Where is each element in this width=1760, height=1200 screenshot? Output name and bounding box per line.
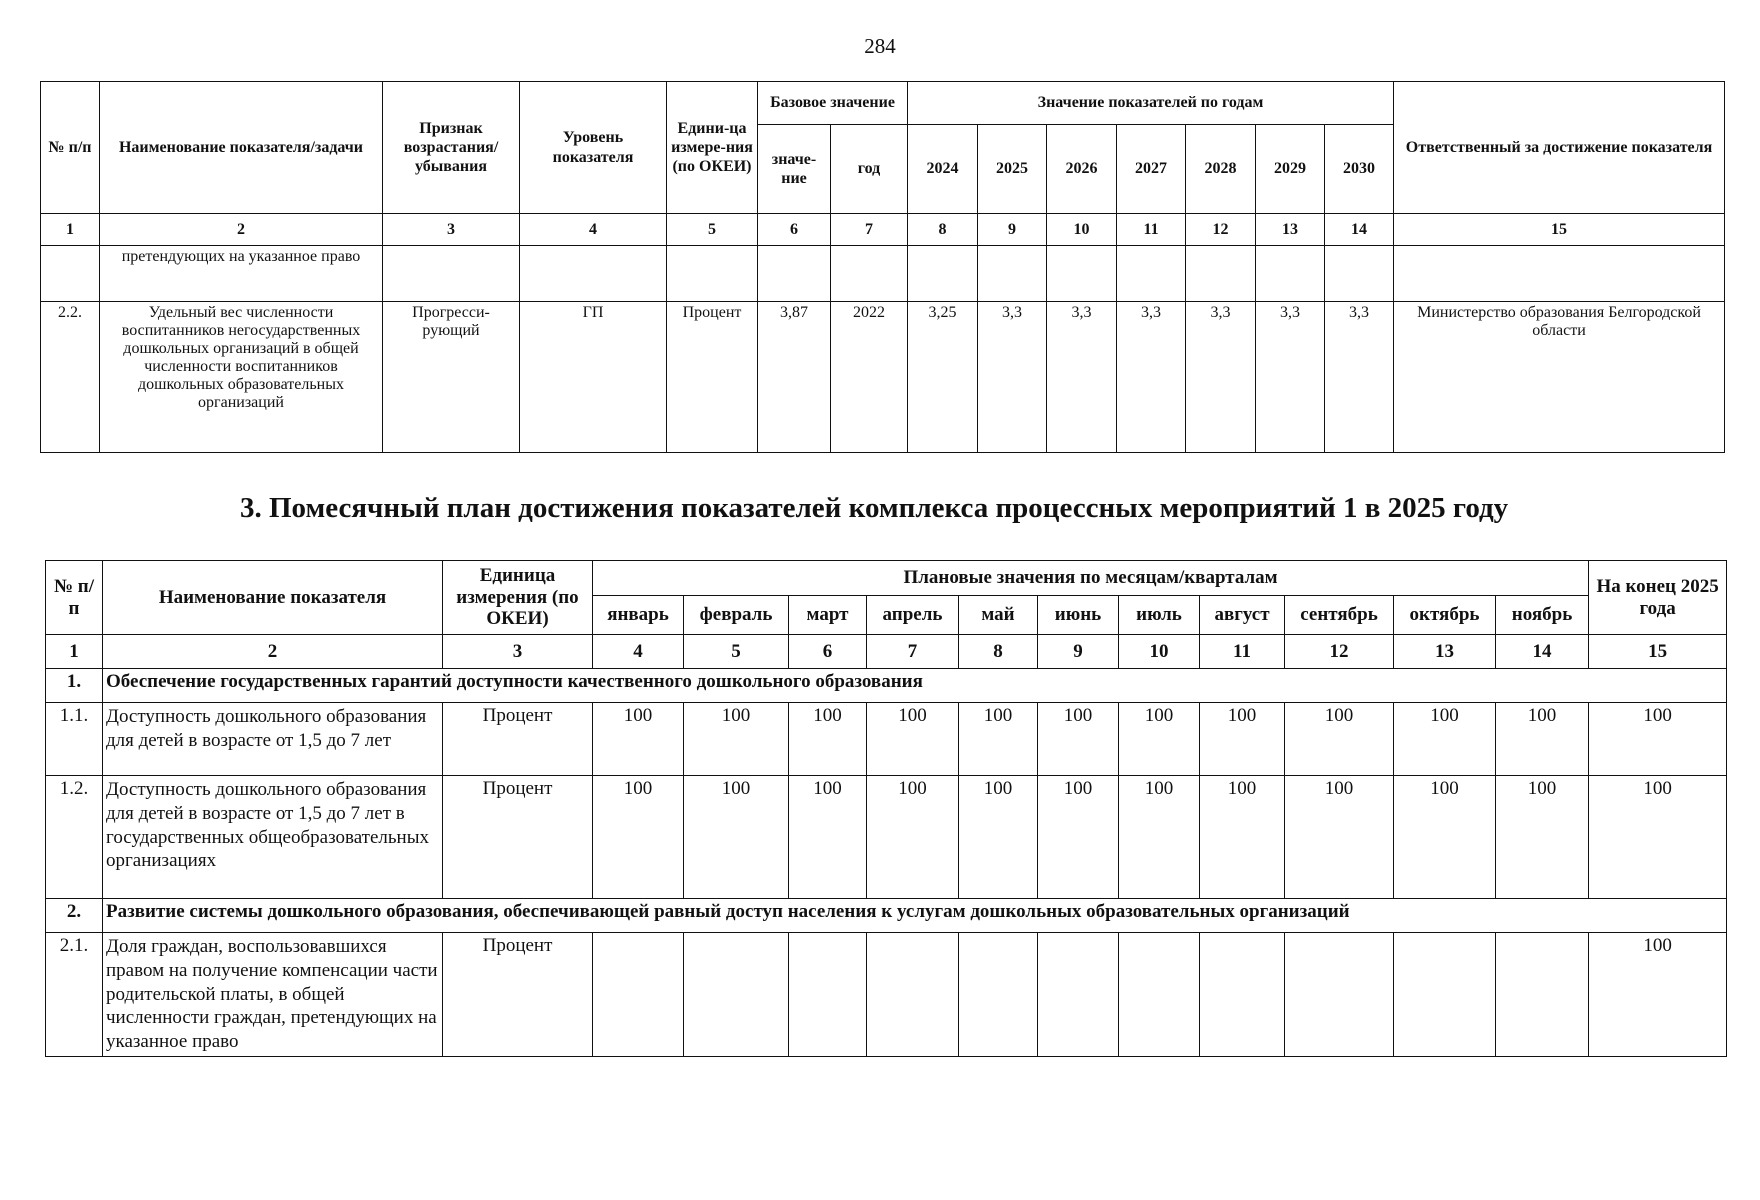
t1-row-value <box>908 246 978 302</box>
t1-row-num: 2.2. <box>41 302 100 453</box>
t1-header-unit: Едини-ца измере-ния (по ОКЕИ) <box>667 82 758 214</box>
t1-row-unit: Процент <box>667 302 758 453</box>
t2-col-number: 4 <box>593 635 684 669</box>
t2-header-num: № п/п <box>46 561 103 635</box>
t2-row-month-value <box>1038 933 1119 1057</box>
t1-row-base-value: 3,87 <box>758 302 831 453</box>
t1-header-year: 2026 <box>1047 125 1117 214</box>
t2-header-month: сентябрь <box>1285 596 1394 635</box>
t1-col-number: 1 <box>41 214 100 246</box>
t1-row-responsible: Министерство образования Белгородской области <box>1394 302 1725 453</box>
t2-row-month-value: 100 <box>959 776 1038 899</box>
t2-header-month: июль <box>1119 596 1200 635</box>
t1-row-value <box>978 246 1047 302</box>
t2-row-end-value: 100 <box>1589 703 1727 776</box>
t2-col-number: 13 <box>1394 635 1496 669</box>
t2-row-unit: Процент <box>443 703 593 776</box>
t2-row-month-value: 100 <box>593 703 684 776</box>
t2-col-number: 12 <box>1285 635 1394 669</box>
t2-row-month-value: 100 <box>789 703 867 776</box>
t2-row-month-value <box>789 933 867 1057</box>
t1-header-base: Базовое значение <box>758 82 908 125</box>
t1-header-year: 2030 <box>1325 125 1394 214</box>
t2-col-number: 2 <box>103 635 443 669</box>
section-row <box>46 899 1727 933</box>
t2-row-unit: Процент <box>443 776 593 899</box>
t1-row-value <box>1117 246 1186 302</box>
t2-row-month-value: 100 <box>1119 703 1200 776</box>
t2-row-month-value <box>959 933 1038 1057</box>
t1-row-value: 3,25 <box>908 302 978 453</box>
t2-row-month-value: 100 <box>1200 776 1285 899</box>
t2-row-month-value: 100 <box>684 703 789 776</box>
t2-col-number: 8 <box>959 635 1038 669</box>
t2-header-month: апрель <box>867 596 959 635</box>
t1-col-number: 4 <box>520 214 667 246</box>
t2-row-month-value: 100 <box>867 776 959 899</box>
t2-row-num: 1.1. <box>46 703 103 776</box>
t1-header-year: 2024 <box>908 125 978 214</box>
t1-row-name: претендующих на указанное право <box>100 246 383 302</box>
t2-row-month-value <box>1285 933 1394 1057</box>
t2-col-number: 7 <box>867 635 959 669</box>
t1-row-responsible <box>1394 246 1725 302</box>
t2-row-month-value: 100 <box>959 703 1038 776</box>
t1-col-number: 6 <box>758 214 831 246</box>
t2-row-name: Доля граждан, воспользовавшихся правом на получение компенсации части родительской платы, в общей численности граждан, претендующих на указанное право <box>103 933 443 1057</box>
t2-header-month: январь <box>593 596 684 635</box>
table-row <box>46 933 1727 1057</box>
t2-section-title: Обеспечение государственных гарантий доступности качественного дошкольного образования <box>103 669 1727 703</box>
t2-row-num: 1.2. <box>46 776 103 899</box>
t2-row-month-value: 100 <box>1200 703 1285 776</box>
t1-col-number: 10 <box>1047 214 1117 246</box>
t1-header-num: № п/п <box>41 82 100 214</box>
t2-col-number: 5 <box>684 635 789 669</box>
t2-row-month-value <box>684 933 789 1057</box>
t1-col-number: 2 <box>100 214 383 246</box>
t1-header-values-by-year: Значение показателей по годам <box>908 82 1394 125</box>
t1-row-base-year <box>831 246 908 302</box>
t2-col-number: 3 <box>443 635 593 669</box>
t2-row-month-value <box>1496 933 1589 1057</box>
t2-row-end-value: 100 <box>1589 933 1727 1057</box>
t2-row-month-value: 100 <box>1496 776 1589 899</box>
t2-row-month-value: 100 <box>1285 776 1394 899</box>
t1-header-base-value: значе-ние <box>758 125 831 214</box>
t1-header-year: 2029 <box>1256 125 1325 214</box>
t2-row-month-value: 100 <box>593 776 684 899</box>
t2-col-number: 11 <box>1200 635 1285 669</box>
t1-row-value <box>1186 246 1256 302</box>
t2-row-month-value <box>867 933 959 1057</box>
t2-header-month: июнь <box>1038 596 1119 635</box>
t2-row-month-value: 100 <box>1394 703 1496 776</box>
t2-header-month: октябрь <box>1394 596 1496 635</box>
t2-header-planned: Плановые значения по месяцам/кварталам <box>593 561 1589 596</box>
t2-row-month-value <box>593 933 684 1057</box>
t2-row-month-value: 100 <box>1119 776 1200 899</box>
t2-row-month-value: 100 <box>1285 703 1394 776</box>
table-row <box>46 703 1727 776</box>
t1-col-number: 15 <box>1394 214 1725 246</box>
t1-col-number: 9 <box>978 214 1047 246</box>
t1-col-number: 7 <box>831 214 908 246</box>
t2-section-num: 1. <box>46 669 103 703</box>
t1-col-number: 12 <box>1186 214 1256 246</box>
t1-row-value: 3,3 <box>978 302 1047 453</box>
t2-section-title: Развитие системы дошкольного образования, обеспечивающей равный доступ населения к услугам дошкольных образовательных организаций <box>103 899 1727 933</box>
t1-header-responsible: Ответственный за достижение показателя <box>1394 82 1725 214</box>
t2-header-month: май <box>959 596 1038 635</box>
t2-row-month-value <box>1200 933 1285 1057</box>
t1-col-number: 11 <box>1117 214 1186 246</box>
section-row <box>46 669 1727 703</box>
t1-row-sign: Прогресси-рующий <box>383 302 520 453</box>
monthly-plan-table <box>45 560 1727 1057</box>
t2-row-month-value: 100 <box>1394 776 1496 899</box>
t1-row-level <box>520 246 667 302</box>
t1-row-base-value <box>758 246 831 302</box>
t2-col-number: 6 <box>789 635 867 669</box>
t2-row-name: Доступность дошкольного образования для детей в возрасте от 1,5 до 7 лет <box>103 703 443 776</box>
t1-row-value: 3,3 <box>1047 302 1117 453</box>
t2-row-num: 2.1. <box>46 933 103 1057</box>
t1-header-base-year: год <box>831 125 908 214</box>
table-row <box>46 776 1727 899</box>
t2-row-month-value: 100 <box>867 703 959 776</box>
t2-header-month: февраль <box>684 596 789 635</box>
t2-row-month-value: 100 <box>1038 776 1119 899</box>
t2-row-month-value: 100 <box>1496 703 1589 776</box>
t2-row-month-value <box>1119 933 1200 1057</box>
t1-header-level: Уровень показателя <box>520 82 667 214</box>
table-row <box>41 302 1725 453</box>
t2-col-number: 10 <box>1119 635 1200 669</box>
t1-row-base-year: 2022 <box>831 302 908 453</box>
t2-row-month-value <box>1394 933 1496 1057</box>
t2-header-month: март <box>789 596 867 635</box>
t1-row-value <box>1256 246 1325 302</box>
t2-header-unit: Единица измерения (по ОКЕИ) <box>443 561 593 635</box>
t2-row-month-value: 100 <box>1038 703 1119 776</box>
t1-row-name: Удельный вес численности воспитанников негосударственных дошкольных организаций в общей численности воспитанников дошкольных образовательных организаций <box>100 302 383 453</box>
t1-row-value: 3,3 <box>1256 302 1325 453</box>
t1-header-sign: Признак возрастания/ убывания <box>383 82 520 214</box>
t2-header-name: Наименование показателя <box>103 561 443 635</box>
t1-row-value <box>1325 246 1394 302</box>
t1-header-year: 2027 <box>1117 125 1186 214</box>
t1-col-number: 5 <box>667 214 758 246</box>
t1-row-level: ГП <box>520 302 667 453</box>
t1-col-number: 14 <box>1325 214 1394 246</box>
t1-row-value <box>1047 246 1117 302</box>
t1-col-number: 8 <box>908 214 978 246</box>
t2-col-number: 9 <box>1038 635 1119 669</box>
section-title: 3. Помесячный план достижения показателей комплекса процессных мероприятий 1 в 2025 году <box>240 492 1509 524</box>
t2-header-end: На конец 2025 года <box>1589 561 1727 635</box>
t1-row-unit <box>667 246 758 302</box>
t2-row-end-value: 100 <box>1589 776 1727 899</box>
t1-row-num <box>41 246 100 302</box>
t2-row-unit: Процент <box>443 933 593 1057</box>
indicators-by-year-table <box>40 81 1725 453</box>
t2-row-month-value: 100 <box>789 776 867 899</box>
t2-header-month: август <box>1200 596 1285 635</box>
table-row <box>41 246 1725 302</box>
t2-row-month-value: 100 <box>684 776 789 899</box>
t2-col-number: 1 <box>46 635 103 669</box>
t1-row-sign <box>383 246 520 302</box>
t1-col-number: 3 <box>383 214 520 246</box>
t1-row-value: 3,3 <box>1325 302 1394 453</box>
t1-header-year: 2025 <box>978 125 1047 214</box>
t2-col-number: 15 <box>1589 635 1727 669</box>
t1-row-value: 3,3 <box>1117 302 1186 453</box>
t1-header-name: Наименование показателя/задачи <box>100 82 383 214</box>
t1-header-year: 2028 <box>1186 125 1256 214</box>
page-number: 284 <box>864 34 896 58</box>
t1-row-value: 3,3 <box>1186 302 1256 453</box>
t2-header-month: ноябрь <box>1496 596 1589 635</box>
t1-col-number: 13 <box>1256 214 1325 246</box>
t2-section-num: 2. <box>46 899 103 933</box>
t2-row-name: Доступность дошкольного образования для детей в возрасте от 1,5 до 7 лет в государственных общеобразовательных организациях <box>103 776 443 899</box>
t2-col-number: 14 <box>1496 635 1589 669</box>
